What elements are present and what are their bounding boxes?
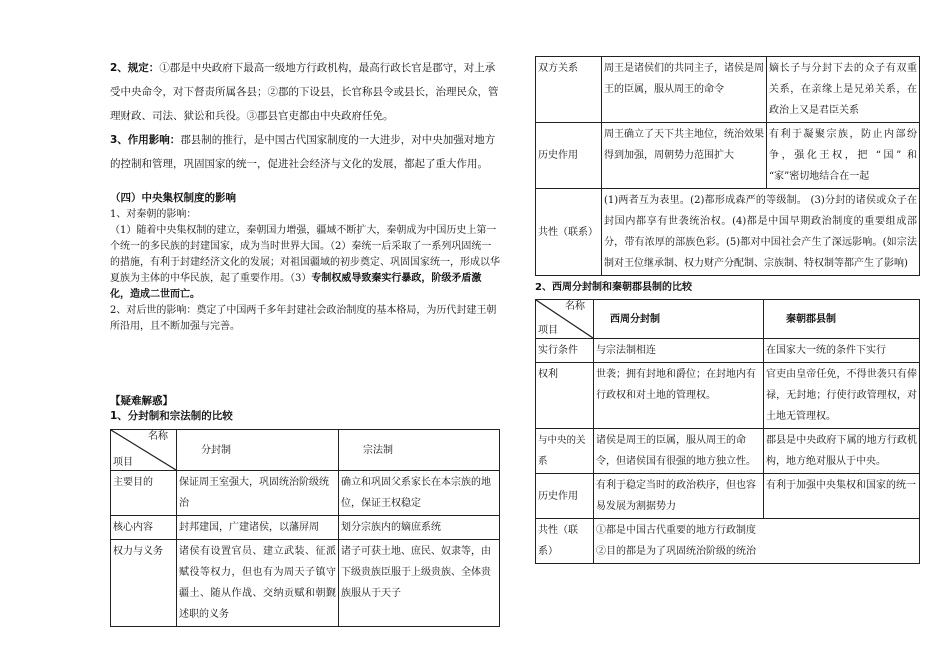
doubt-heading: 【疑难解惑】 [110,395,173,407]
table1-part2 [535,56,920,276]
table-row [536,123,920,189]
effect-text: 郡县制的推行，是中国古代国家制度的一大进步，对中央加强对地方的控制和管理，巩固国家的统一，促进社会经济与文化的发展，都起了重大作用。 [110,134,496,170]
table2-common-item: 共性（联系） [536,519,594,564]
table1-col1-header: 分封制 [177,430,339,471]
table2-row2-a: 世袭；拥有封地和爵位；在封地内有行政权和对土地的管理权。 [594,363,764,429]
s4-para1: 1、对秦朝的影响： [110,209,197,220]
table1-row1-b: 确立和巩固父系家长在本宗族的地位，保证王权稳定 [339,471,500,516]
s4-para2-text: （1）随着中央集权制的建立，秦朝国力增强，疆域不断扩大，秦朝成为中国历史上第一个统一的多民族的封建国家，成为当时世界大国。（2）秦统一后采取了一系列巩固统一的措施，有利于封建经济文化的发展；对祖国疆域的初步奠定、巩固国家统一，形成以华夏族为主体的中华民族，起了重要作用。（3） [110,225,500,284]
table2 [535,299,920,564]
s4-para2 [110,223,500,303]
table2-row1-a: 与宗法制相连 [594,339,764,363]
rule-heading: 2、规定： [110,62,160,74]
table2-col2-header: 秦朝郡县制 [764,300,920,339]
table1-row5-b: 有利于凝聚宗族，防止内部纷争，强化王权，把 “国” 和 “家”密切地结合在一起 [767,123,920,189]
table1-corner [111,430,177,471]
table2-row2-item: 权利 [536,363,594,429]
table1-corner-bottom: 项目 [113,457,133,468]
table2-col1-header: 西周分封制 [594,300,764,339]
table-row [111,540,500,627]
table1-row1-a: 保证周王室强大，巩固统治阶级统治 [177,471,339,516]
s4-para2-bold: 专制权威导致秦实行暴政，阶级矛盾激化，造成二世而亡。 [110,273,482,300]
left-column [110,56,500,627]
table-row [536,519,920,564]
table-row [536,339,920,363]
table-row [536,57,920,123]
table2-corner [536,300,594,339]
rule-text: ①郡是中央政府下最高一级地方行政机构，最高行政长官是郡守，对上承受中央命令，对下督责所属各县；②郡的下设县，长官称县令或县长，治理民众，管理财政、司法、狱讼和兵役。③郡县官吏都由中央政府任免。 [110,62,499,122]
table-row [536,189,920,276]
table2-title: 2、西周分封制和秦朝郡县制的比较 [535,282,692,293]
table2-row3-b: 郡县是中央政府下属的地方行政机构，地方绝对服从于中央。 [764,429,920,474]
table2-corner-top: 名称 [565,301,585,312]
table2-row4-item: 历史作用 [536,474,594,519]
table2-corner-bottom: 项目 [538,325,558,336]
table1-common-text: (1)两者互为表里。(2)都形成森严的等级制。 (3)分封的诸侯或众子在封国内都享有世袭统治权。(4)都是中国早期政治制度的重要组成部分，带有浓厚的部族色彩。(5)都对中国社会产生了深远影响。(如宗法制对王位继承制、权力财产分配制、宗族制、特权制等都产生了影响) [602,189,920,276]
table1-row3-item: 权力与义务 [111,540,177,627]
table1-row4-item: 双方关系 [536,57,602,123]
s4-para3: 2、对后世的影响：奠定了中国两千多年封建社会政治制度的基本格局，为历代封建王朝所沿用，且不断加强与完善。 [110,305,497,332]
table2-common-2: ②目的都是为了巩固统治阶级的统治 [596,546,756,557]
table2-common-cell [594,519,920,564]
effect-paragraph [110,128,500,176]
table1-row5-a: 周王确立了天下共主地位，统治效果得到加强，周朝势力范围扩大 [602,123,767,189]
table1-row1-item: 主要目的 [111,471,177,516]
table2-row4-b: 有利于加强中央集权和国家的统一 [764,474,920,519]
section4-heading: （四）中央集权制度的影响 [110,192,236,204]
table1-row3-a: 诸侯有设置官员、建立武装、征派赋役等权力，但也有为周天子镇守疆土、随从作战、交纳贡赋和朝觐述职的义务 [177,540,339,627]
table1-corner-top: 名称 [148,431,168,442]
table1-row4-a: 周王是诸侯们的共同主子，诸侯是周王的臣属，服从周王的命令 [602,57,767,123]
table1-part1 [110,429,500,627]
effect-heading: 3、作用影响： [110,134,181,146]
table2-common-1: ①都是中国古代重要的地方行政制度 [596,525,756,536]
table2-row4-a: 有利于稳定当时的政治秩序，但也容易发展为割据势力 [594,474,764,519]
table2-row1-b: 在国家大一统的条件下实行 [764,339,920,363]
table2-row3-a: 诸侯是周王的臣属，服从周王的命令，但诸侯国有很强的地方独立性。 [594,429,764,474]
table-row [111,516,500,540]
table1-row3-b: 诸子可获土地、庶民、奴隶等，由下级贵族臣服于上级贵族、全体贵族服从于天子 [339,540,500,627]
table2-row1-item: 实行条件 [536,339,594,363]
table-row [111,471,500,516]
table1-col2-header: 宗法制 [339,430,500,471]
right-column [535,56,920,564]
table-row [536,474,920,519]
table1-common-item: 共性（联系） [536,189,602,276]
table-row [536,429,920,474]
table1-title: 1、分封制和宗法制的比较 [110,410,233,422]
table2-row2-b: 官吏由皇帝任免，不得世袭只有俸禄，无封地；行使行政管理权，对土地无管理权。 [764,363,920,429]
table1-row2-b: 划分宗族内的嫡庶系统 [339,516,500,540]
table-row [536,363,920,429]
table1-row2-item: 核心内容 [111,516,177,540]
table1-row4-b: 嫡长子与分封下去的众子有双重关系，在亲缘上是兄弟关系，在政治上又是君臣关系 [767,57,920,123]
table1-row2-a: 封邦建国，广建诸侯，以藩屏周 [177,516,339,540]
table1-row5-item: 历史作用 [536,123,602,189]
rule-paragraph [110,56,500,128]
table2-row3-item: 与中央的关系 [536,429,594,474]
